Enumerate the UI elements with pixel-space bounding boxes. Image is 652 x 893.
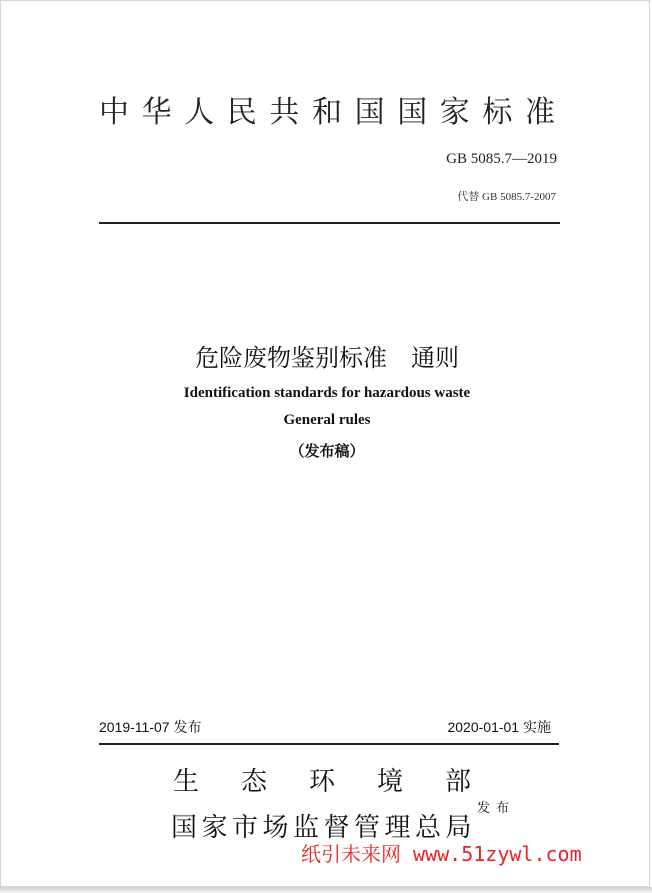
site-watermark: 纸引未来网 www.51zywl.com <box>301 842 582 866</box>
draft-label: （发布稿） <box>289 442 365 460</box>
document-title-zh: 危险废物鉴别标准 通则 <box>195 344 459 372</box>
publish-date: 2019-11-07 发布 <box>99 719 202 735</box>
page-shadow <box>0 887 652 893</box>
document-title-en-line2: General rules <box>283 412 371 428</box>
implementation-date: 2020-01-01 实施 <box>447 719 551 735</box>
replaces-standard: 代替 GB 5085.7-2007 <box>457 191 556 203</box>
national-standard-title: 中华人民共和国国家标准 <box>99 95 568 130</box>
header-divider <box>99 222 560 224</box>
standard-number: GB 5085.7—2019 <box>446 151 557 167</box>
issuer-ministry: 生态环境部 <box>173 767 514 797</box>
footer-divider <box>99 743 559 745</box>
issuer-administration: 国家市场监督管理总局 <box>171 813 477 843</box>
issue-word: 发布 <box>477 801 516 816</box>
document-title-en-line1: Identification standards for hazardous waste <box>183 385 471 401</box>
